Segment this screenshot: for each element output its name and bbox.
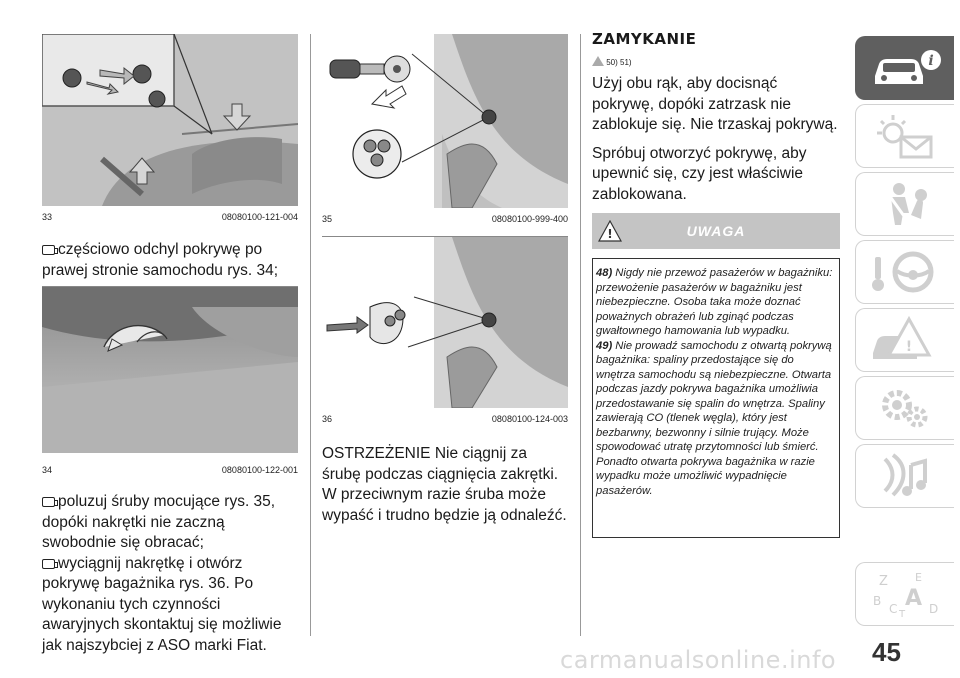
tab-dashboard[interactable] [855,104,954,168]
car-info-icon [865,44,945,92]
step-1: częściowo odchyl pokrywę po prawej stronie samochodu rys. 34; [42,241,279,279]
figure-34-caption [42,465,298,475]
tab-maintenance[interactable] [855,376,954,440]
warning-text [596,266,836,498]
figure-34 [42,287,298,453]
svg-text:E: E [915,571,922,584]
svg-text:Z: Z [879,574,888,589]
warning-header [592,213,840,249]
svg-text:!: ! [607,227,613,241]
figure-35 [322,34,568,208]
maintenance-gears-icon [865,383,945,433]
index-letters-icon [865,569,945,619]
svg-text:T: T [899,609,906,619]
figure-33-caption [42,212,298,222]
checkbox-bullet-icon [42,497,55,507]
figure-code: 08080100-122-001 [221,465,298,475]
steps-2-3: poluzuj śruby mocujące rys. 35, dopóki nakrętki nie zaczną swobodnie się obracać; wyciągnij nakrętkę i otwórz pokrywę bagażnika rys. 36. Po wykonaniu tych czynności awaryjnych skontaktuj się możliwie jak najszybciej z ASO marki Fiat. [42,493,282,654]
figure-code: 08080100-121-004 [221,212,298,222]
figure-number: 36 [322,414,333,424]
column-divider [580,34,581,636]
warning-triangle-icon [592,56,604,66]
svg-text:A: A [905,586,923,611]
warning-48: 48) Nigdy nie przewoź pasażerów w bagażniku: przewożenie pasażerów w bagażniku jest niebezpieczne. Osoba taka może doznać poważnych obrażeń lub zginąć podczas gwałtownego hamowania lub wypadku. [596,267,833,337]
figure-number: 35 [322,214,333,224]
warning-49: 49) Nie prowadź samochodu z otwartą pokrywą bagażnika: spaliny przedostające się do wnętrza samochodu są niebezpieczne. Otwarta podczas jazdy pokrywa bagażnika umożliwia przedostawanie się spalin do wnętrza. Spaliny zawierają CO (tlenek węgla), który jest bezbarwny, bezwonny i silnie trujący. Może spowodować utratę przytomności lub śmierć. Ponadto otwarta pokrywa bagażnika w razie wypadku może umożliwić wypadnięcie pasażerów. [596,339,832,497]
figure-36-caption [322,414,568,424]
column-divider [310,34,311,636]
breakdown-warning-icon [865,315,945,365]
closing-instructions: Użyj obu rąk, aby docisnąć pokrywę, dopóki zatrzask nie zablokuje się. Nie trzaskaj pokrywą. Spróbuj otworzyć pokrywę, aby upewnić się, czy jest właściwie zablokowana. [592,75,838,203]
safety-airbag-icon [865,179,945,229]
figure-code: 08080100-999-400 [491,214,568,224]
trunk-warning-note: OSTRZEŻENIE Nie ciągnij za śrubę podczas ciągnięcia zakrętki. W przeciwnym razie śruba może wypaść i trudno będzie ją odnaleźć. [322,445,567,524]
svg-text:B: B [873,594,882,608]
tab-index[interactable] [855,562,954,626]
steering-wheel-key-icon [865,247,945,297]
dashboard-lights-icon [865,111,945,161]
checkbox-bullet-icon [42,559,55,569]
section-heading: ZAMYKANIE [592,30,697,48]
figure-33 [42,34,298,206]
warning-triangle-icon [598,220,622,247]
tab-driving[interactable] [855,240,954,304]
figure-number: 33 [42,212,53,222]
checkbox-bullet-icon [42,245,55,255]
warning-title: UWAGA [686,223,746,239]
tab-safety[interactable] [855,172,954,236]
page-number: 45 [872,637,901,667]
svg-text:i: i [928,53,934,69]
svg-text:C: C [889,602,898,616]
figure-36 [322,237,568,408]
figure-number: 34 [42,465,53,475]
figure-35-caption [322,214,568,224]
svg-text:!: ! [905,339,913,355]
multimedia-icon [865,451,945,501]
warning-references: 50) 51) [592,56,632,67]
tab-car-info[interactable] [855,36,954,100]
tab-emergency[interactable] [855,308,954,372]
tab-multimedia[interactable] [855,444,954,508]
watermark: carmanualsonline.info [560,646,837,674]
figure-code: 08080100-124-003 [491,414,568,424]
svg-text:D: D [929,602,939,616]
